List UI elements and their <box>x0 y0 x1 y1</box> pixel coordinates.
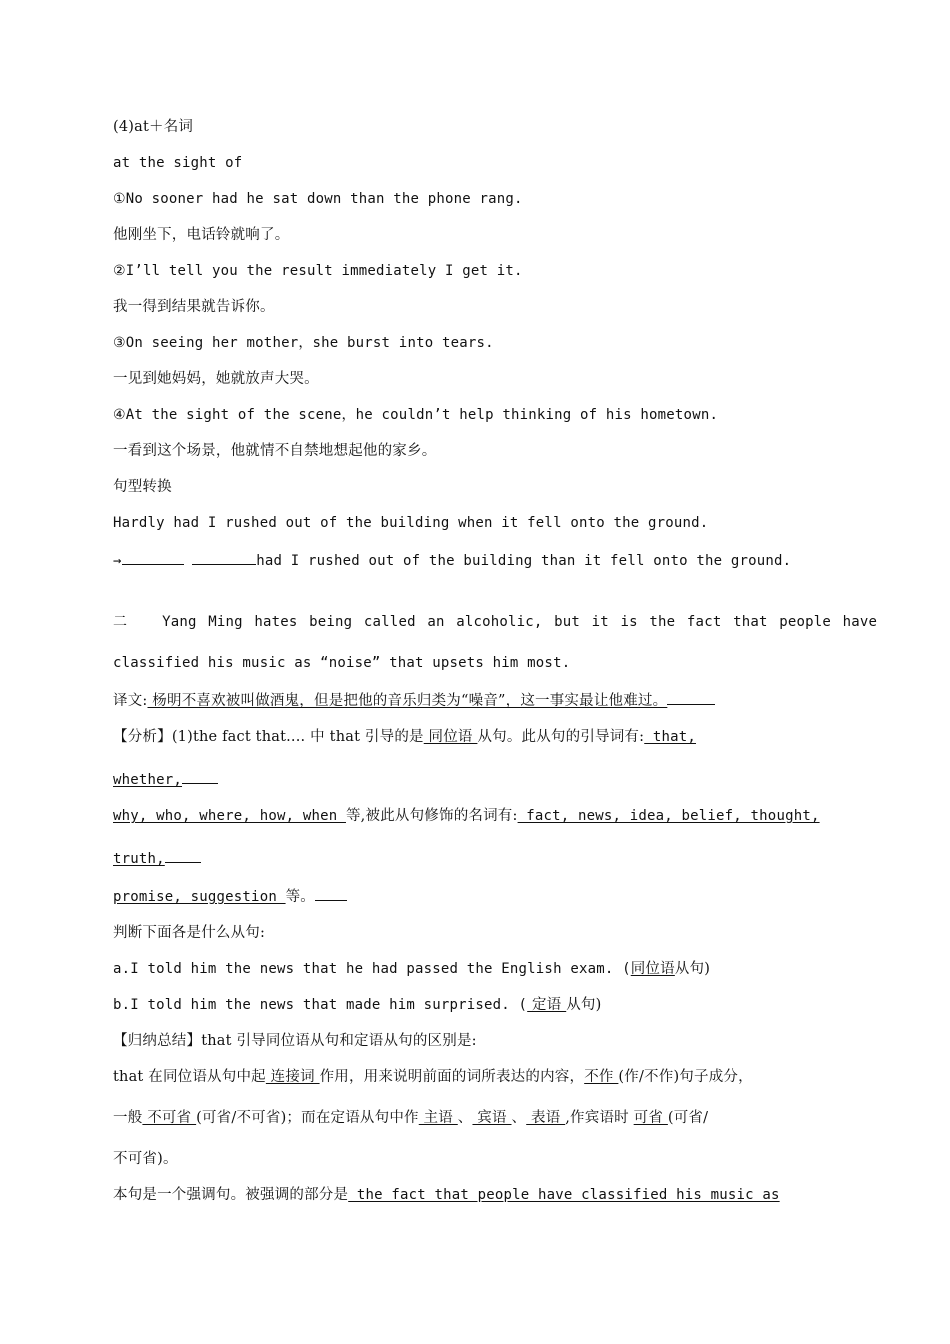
document-page <box>113 118 878 1204</box>
analysis-line-3: why, who, where, how, when 等,被此从句修饰的名词有: fact, news, idea, belief, thought, <box>113 808 820 824</box>
answer-blank-1[interactable] <box>122 550 184 565</box>
emphasis-line: 本句是一个强调句。被强调的部分是 the fact that people have classified his music as <box>113 1187 780 1203</box>
judge-a-answer: 同位语 <box>630 961 675 977</box>
judge-title: 判断下面各是什么从句: <box>113 925 266 941</box>
analysis-line-5: promise, suggestion 等。 <box>113 886 841 906</box>
example-1-zh: 他刚坐下，电话铃就响了。 <box>113 227 290 243</box>
analysis-line-4: truth, <box>113 848 841 868</box>
judge-a: a.I told him the news that he had passed the English exam. (同位语从句) <box>113 961 711 977</box>
answer-blank-2[interactable] <box>192 550 256 565</box>
phrase-at-the-sight-of: at the sight of <box>113 155 243 171</box>
transform-original: Hardly had I rushed out of the building when it fell onto the ground. <box>113 515 709 531</box>
example-4-en: ④At the sight of the scene，he couldn’t help thinking of his hometown. <box>113 407 719 423</box>
part2-sentence-line-2: classified his music as “noise” that upsets him most. <box>113 655 571 671</box>
transform-title: 句型转换 <box>113 479 172 495</box>
answer-conjunctions: that, <box>644 729 697 745</box>
analysis-line-2: whether, <box>113 769 841 789</box>
emphasis-answer: the fact that people have classified his music as <box>348 1187 780 1203</box>
example-2-zh: 我一得到结果就告诉你。 <box>113 299 275 315</box>
part-number: 二 <box>113 614 128 630</box>
section-heading: (4)at＋名词 <box>113 119 194 135</box>
translation-line: 译文: 杨明不喜欢被叫做酒鬼，但是把他的音乐归类为“噪音”，这一事实最让他难过。 <box>113 690 841 710</box>
summary-line-2: 一般 不可省 (可省/不可省)；而在定语从句中作 主语 、 宾语 、 表语 ,作宾语时 可省 (可省/ <box>113 1110 709 1126</box>
transform-target: → had I rushed out of the building than it fell onto the ground. <box>113 550 841 570</box>
example-3-en: ③On seeing her mother，she burst into tears. <box>113 335 494 351</box>
example-2-en: ②I’ll tell you the result immediately I get it. <box>113 263 523 279</box>
translation-answer: 杨明不喜欢被叫做酒鬼，但是把他的音乐归类为“噪音”，这一事实最让他难过。 <box>147 693 668 709</box>
analysis-line-1: 【分析】(1)the fact that.... 中 that 引导的是 同位语 从句。此从句的引导词有: that, <box>113 729 697 745</box>
example-3-zh: 一见到她妈妈，她就放声大哭。 <box>113 371 319 387</box>
summary-title: 【归纳总结】that 引导同位语从句和定语从句的区别是: <box>113 1033 477 1049</box>
example-4-zh: 一看到这个场景，他就情不自禁地想起他的家乡。 <box>113 443 437 459</box>
arrow-icon: → <box>113 553 122 569</box>
judge-b: b.I told him the news that made him surprised. ( 定语 从句) <box>113 997 602 1013</box>
summary-line-1: that 在同位语从句中起 连接词 作用，用来说明前面的词所表达的内容，不作 (作/不作)句子成分， <box>113 1069 753 1085</box>
answer-appositive: 同位语 <box>423 729 478 745</box>
part2-sentence-line-1: 二 Yang Ming hates being called an alcoholic, but it is the fact that people have <box>113 614 878 630</box>
answer-nouns: fact, news, idea, belief, thought, <box>517 808 820 824</box>
judge-b-answer: 定语 <box>527 997 567 1013</box>
example-1-en: ①No sooner had he sat down than the phone rang. <box>113 191 523 207</box>
summary-line-3: 不可省)。 <box>113 1151 178 1167</box>
